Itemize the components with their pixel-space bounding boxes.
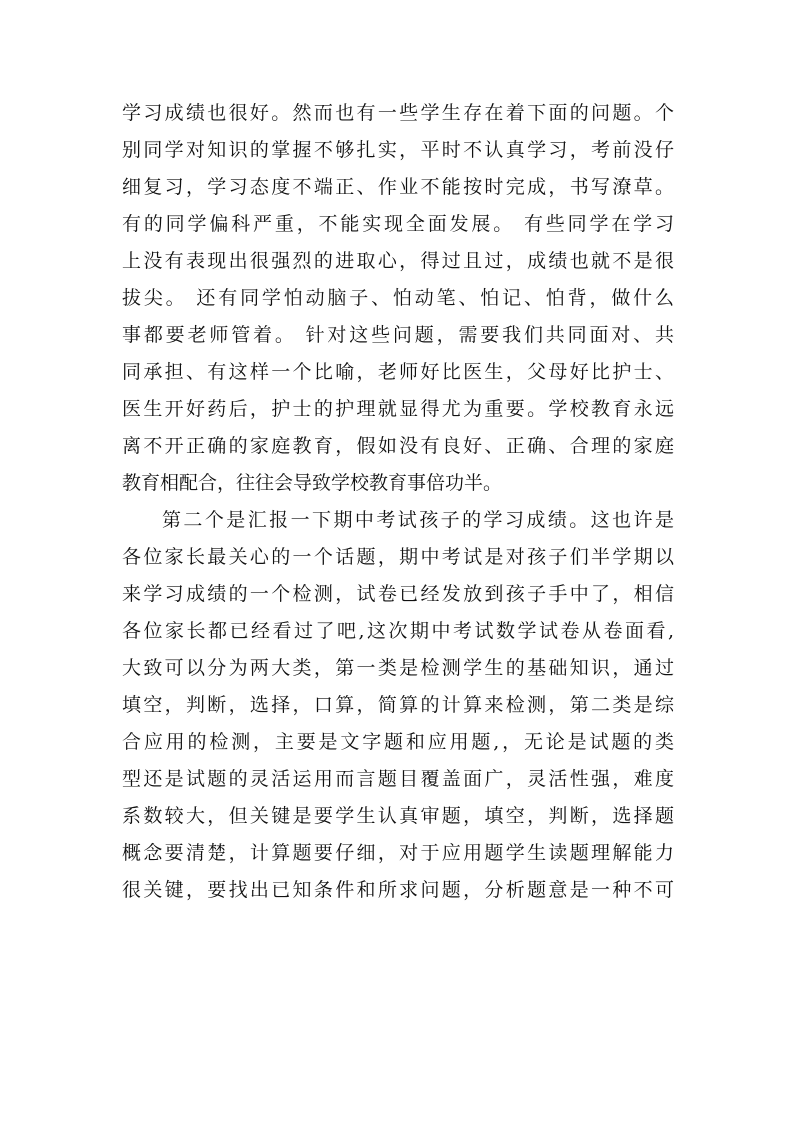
text-line: 有的同学偏科严重，不能实现全面发展。 有些同学在学习 <box>122 213 674 235</box>
text-line: 细复习，学习态度不端正、作业不能按时完成，书写潦草。 <box>122 176 674 198</box>
text-line: 系数较大，但关键是要学生认真审题，填空，判断，选择题 <box>122 805 674 827</box>
text-line: 上没有表现出很强烈的进取心，得过且过，成绩也就不是很 <box>122 250 674 272</box>
text-line: 型还是试题的灵活运用而言题目覆盖面广，灵活性强，难度 <box>122 768 674 790</box>
text-line: 合应用的检测，主要是文字题和应用题,，无论是试题的类 <box>122 731 674 753</box>
text-line: 教育相配合，往往会导致学校教育事倍功半。 <box>122 472 503 494</box>
text-line: 概念要清楚，计算题要仔细，对于应用题学生读题理解能力 <box>122 842 674 864</box>
text-line: 来学习成绩的一个检测，试卷已经发放到孩子手中了，相信 <box>122 583 674 605</box>
text-line: 医生开好药后，护士的护理就显得尤为重要。学校教育永远 <box>122 398 674 420</box>
text-line: 大致可以分为两大类，第一类是检测学生的基础知识，通过 <box>122 657 674 679</box>
text-line: 各位家长最关心的一个话题，期中考试是对孩子们半学期以 <box>122 546 674 568</box>
text-line: 别同学对知识的掌握不够扎实，平时不认真学习，考前没仔 <box>122 139 674 161</box>
text-line: 填空，判断，选择，口算，简算的计算来检测，第二类是综 <box>122 694 674 716</box>
text-line: 拔尖。 还有同学怕动脑子、怕动笔、怕记、怕背，做什么 <box>122 287 674 309</box>
text-line: 离不开正确的家庭教育，假如没有良好、正确、合理的家庭 <box>122 435 674 457</box>
text-line: 很关键，要找出已知条件和所求问题，分析题意是一种不可 <box>122 879 674 901</box>
paragraph-first-line: 第二个是汇报一下期中考试孩子的学习成绩。这也许是 <box>162 509 674 531</box>
text-line: 各位家长都已经看过了吧,这次期中考试数学试卷从卷面看, <box>122 620 674 642</box>
text-line: 学习成绩也很好。然而也有一些学生存在着下面的问题。个 <box>122 102 674 124</box>
text-line: 同承担、有这样一个比喻，老师好比医生，父母好比护士、 <box>122 361 674 383</box>
text-line: 事都要老师管着。 针对这些问题，需要我们共同面对、共 <box>122 324 674 346</box>
